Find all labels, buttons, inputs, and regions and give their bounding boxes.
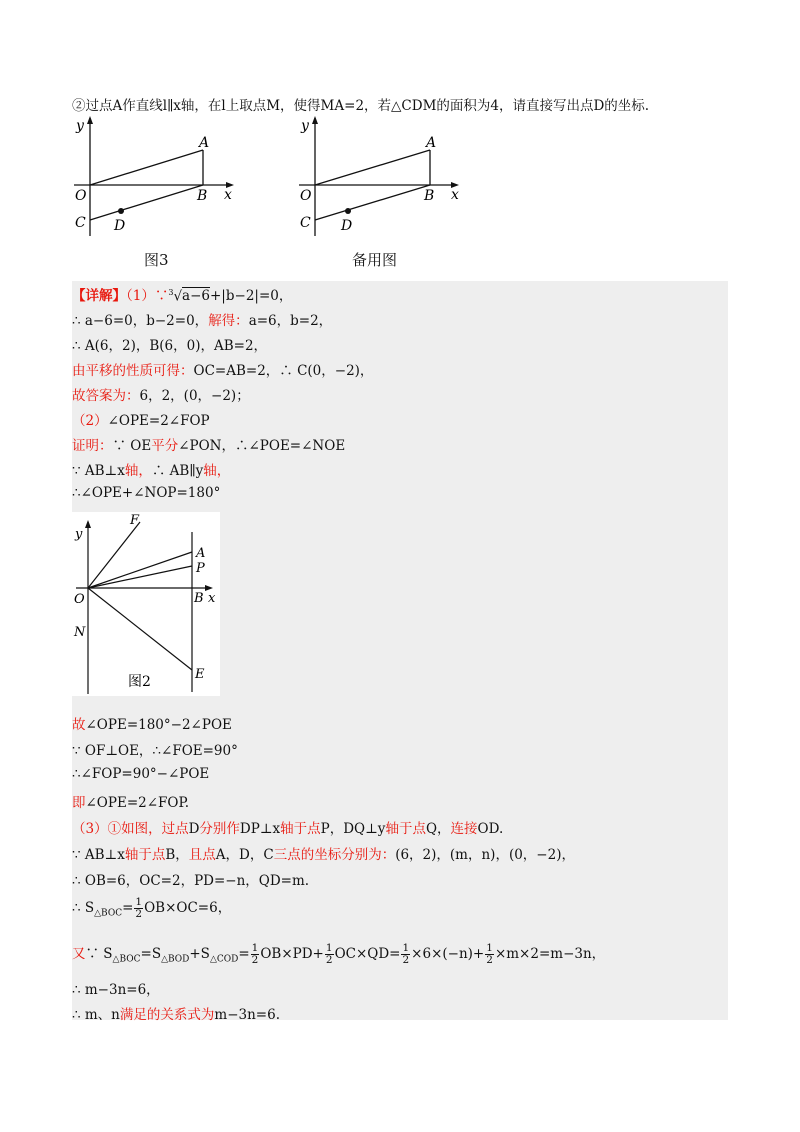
point-E-label: E [195, 667, 205, 682]
point-O-label: O [74, 592, 85, 607]
solution-line-20: ∴ m、n满足的关系式为m−3n=6. [72, 1007, 280, 1023]
solution-line-10: 故∠OPE=180°−2∠POE [72, 717, 232, 733]
point-B-label: B [424, 188, 435, 204]
figure-2-caption: 图2 [128, 674, 151, 690]
solution-line-14: （3）①如图，过点D分别作DP⊥x轴于点P，DQ⊥y轴于点Q，连接OD. [72, 821, 504, 837]
point-A-label: A [199, 135, 210, 151]
point-F-label: F [130, 513, 140, 528]
point-B-label: B [194, 591, 204, 606]
x-axis-label: x [224, 187, 232, 203]
point-N-label: N [74, 625, 86, 640]
figure-2 [72, 512, 220, 696]
figure-backup-caption: 备用图 [352, 251, 398, 269]
detail-tag: 【详解】 [72, 288, 126, 304]
point-D-label: D [341, 218, 353, 234]
solution-line-15: ∵ AB⊥x轴于点B，且点A，D，C三点的坐标分别为：(6，2)，(m，n)，(0，−2)， [72, 847, 575, 863]
solution-line-4: 由平移的性质可得：OC=AB=2，∴ C(0，−2)， [72, 363, 374, 379]
point-P-label: P [196, 561, 205, 576]
fraction-half: $\frac{1}{2}$ [325, 942, 333, 966]
x-axis-label: x [208, 591, 216, 606]
solution-line-7: 证明：∵ OE平分∠PON，∴∠POE=∠NOE [72, 438, 346, 454]
solution-line-19: ∴ m−3n=6， [72, 982, 160, 998]
point-C-label: C [300, 215, 311, 231]
solution-line-17: ∴ $S_{\triangle BOC}=$ $\frac{1}{2}$ OB×OC=6， [72, 896, 232, 920]
x-axis-label: x [451, 187, 459, 203]
point-A-label: A [426, 135, 437, 151]
fraction-half: $\frac{1}{2}$ [402, 942, 410, 966]
figure-backup [297, 116, 467, 241]
point-O-label: O [75, 188, 87, 204]
fraction-half: $\frac{1}{2}$ [251, 942, 259, 966]
y-axis-label: y [75, 527, 83, 542]
solution-line-6: （2）∠OPE=2∠FOP [72, 413, 210, 429]
solution-line-18: 又∵ $S_{\triangle BOC}=S_{\triangle BOD}+S_{\triangle COD}=$ $\frac{1}{2}$ OB×PD+ $\frac{1}{2}$ OC×QD= $\frac{1}{2}$ ×6×(−n)+ $\frac{1}{2}$ ×m×2=m−3n， [72, 942, 606, 966]
y-axis-label: y [301, 118, 309, 134]
solution-line-9: ∴∠OPE+∠NOP=180° [72, 485, 221, 501]
point-A-label: A [196, 546, 206, 561]
question-text: ②过点A作直线l∥x轴，在l上取点M，使得MA=2，若△CDM的面积为4，请直接写出点D的坐标. [72, 98, 650, 114]
solution-line-2: ∴ a−6=0，b−2=0，解得：a=6，b=2， [72, 313, 333, 329]
fraction-half: $\frac{1}{2}$ [486, 942, 493, 966]
cube-root: $^3$√a−6 [168, 287, 210, 304]
figure-3 [72, 116, 242, 241]
fraction-half: $\frac{1}{2}$ [135, 896, 143, 920]
point-B-label: B [197, 188, 208, 204]
solution-line-13: 即∠OPE=2∠FOP. [72, 795, 190, 811]
solution-line-11: ∵ OF⊥OE，∴∠FOE=90° [72, 743, 238, 759]
solution-line-1: 【详解】（1）∵$^3$√a−6+|b−2|=0， [72, 287, 293, 304]
point-C-label: C [75, 215, 86, 231]
solution-line-16: ∴ OB=6，OC=2，PD=−n，QD=m. [72, 873, 310, 889]
point-O-label: O [300, 188, 312, 204]
solution-line-3: ∴ A(6，2)，B(6，0)，AB=2， [72, 338, 268, 354]
y-axis-label: y [76, 118, 84, 134]
solution-line-12: ∴∠FOP=90°−∠POE [72, 766, 210, 782]
point-D-label: D [114, 218, 126, 234]
solution-line-8: ∵ AB⊥x轴，∴ AB∥y轴， [72, 463, 231, 479]
figure-3-caption: 图3 [144, 251, 169, 269]
solution-line-5: 故答案为：6，2，(0，−2)； [72, 388, 250, 404]
